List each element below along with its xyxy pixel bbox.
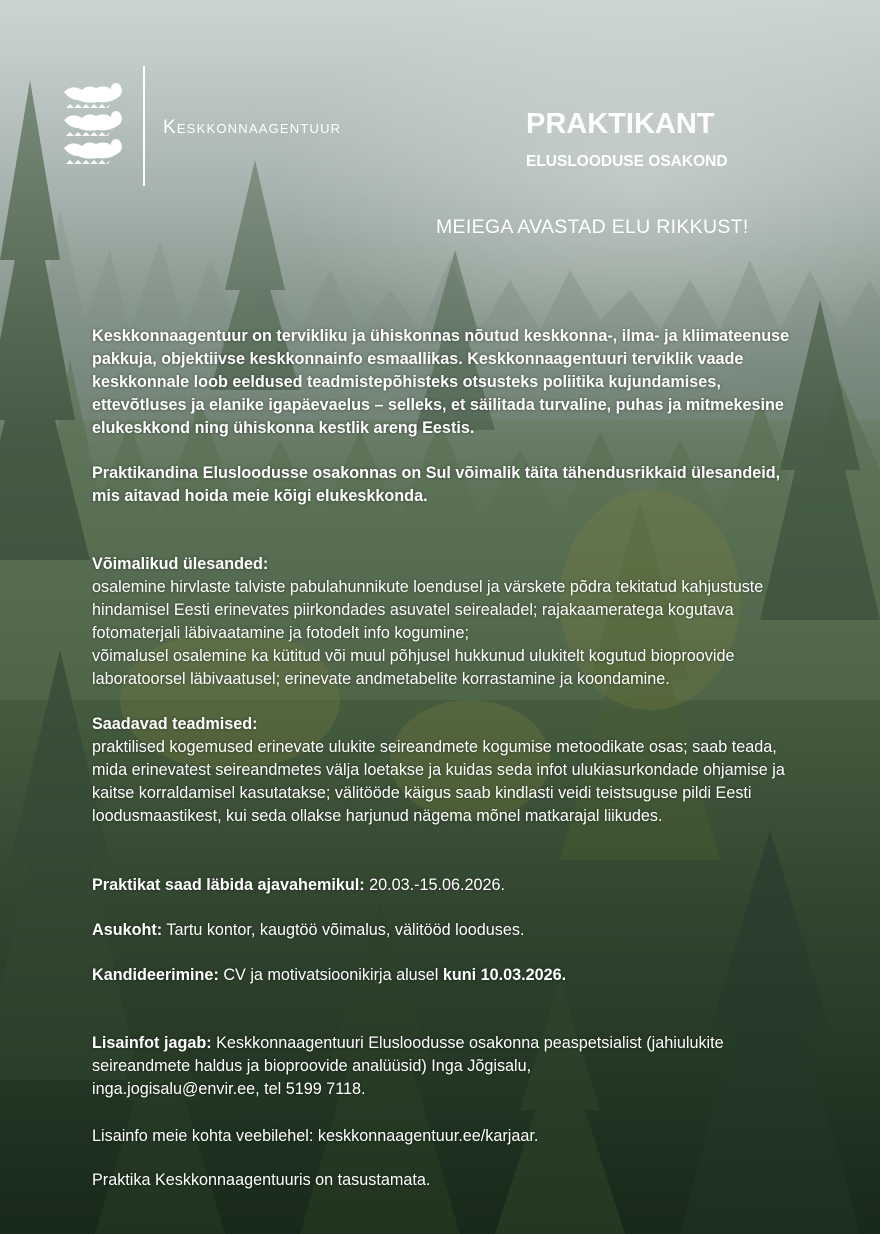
tasks-section: [92, 553, 812, 691]
location-value: Tartu kontor, kaugtöö võimalus, välitööd looduses.: [162, 921, 525, 939]
tasks-line-1: osalemine hirvlaste talviste pabulahunnikute loendusel ja värskete põdra tekitatud kahjustuste hindamisel Eesti erinevates piirkondades asuvatel seirealadel; rajakaameratega kogutava fotomaterjali läbivaatamine ja fotodelt info kogumine;: [92, 578, 764, 642]
knowledge-heading: Saadavad teadmised:: [92, 715, 258, 733]
contact-text: Keskkonnaagentuuri Elusloodusse osakonna peaspetsialist (jahiulukite seireandmete haldus ja bioproovide analüüsid) Inga Jõgisalu,: [92, 1034, 724, 1075]
tasks-heading: Võimalikud ülesanded:: [92, 555, 269, 573]
knowledge-section: [92, 713, 812, 828]
job-title: PRAKTIKANT: [526, 108, 715, 140]
period-line: [92, 874, 812, 897]
location-line: [92, 919, 812, 942]
application-value: CV ja motivatsioonikirja alusel: [218, 966, 443, 984]
intern-paragraph: Praktikandina Elusloodusse osakonnas on Sul võimalik täita tähendusrikkaid ülesandeid, mis aitavad hoida meie kõigi elukeskkonda.: [92, 464, 781, 505]
knowledge-text: praktilised kogemused erinevate ulukite seireandmete kogumise metoodikate osas; saab teada, mida erinevatest seireandmetes välja loetakse ja kuidas seda infot ulukiasurkondade ohjamise ja kaitse korraldamisel kasutatakse; välitööde käigus saab kindlasti veidi teistsuguse pildi Eesti loodusmaastikest, kui seda ollakse harjunud nägema mõnel matkarajal liikudes.: [92, 738, 785, 825]
contact-label: Lisainfot jagab:: [92, 1034, 212, 1052]
application-deadline: kuni 10.03.2026.: [442, 966, 567, 984]
slogan: MEIEGA AVASTAD ELU RIKKUST!: [436, 216, 749, 238]
department-name: ELUSLOODUSE OSAKOND: [526, 153, 728, 170]
three-lions-coat-of-arms-icon: [60, 82, 128, 168]
tasks-line-2: võimalusel osalemine ka kütitud või muul põhjusel hukkunud ulukitelt kogutud bioproovide laboratoorsel läbivaatusel; erinevate andmetabelite korrastamine ja koondamine.: [92, 647, 735, 688]
agency-name: Keskkonnaagentuur: [163, 117, 342, 138]
period-value: 20.03.-15.06.2026.: [364, 876, 506, 894]
intro-paragraph: Keskkonnaagentuur on tervikliku ja ühiskonnas nõutud keskkonna-, ilma- ja kliimateenuse pakkuja, objektiivse keskkonnainfo esmaallikas. Keskkonnaagentuuri terviklik vaade keskkonnale loob eeldused teadmistepõhisteks otsusteks poliitika kujundamises, ettevõtluses ja elanike igapäevaelus – selleks, et säilitada turvaline, puhas ja mitmekesine elukeskkond ning ühiskonna kestlik areng Eestis.: [92, 327, 790, 437]
application-label: Kandideerimine:: [92, 966, 219, 984]
location-label: Asukoht:: [92, 921, 163, 939]
contact-section: [92, 1032, 812, 1101]
contact-details: inga.jogisalu@envir.ee, tel 5199 7118.: [92, 1080, 366, 1098]
application-line: [92, 964, 812, 987]
website-line: Lisainfo meie kohta veebilehel: keskkonnaagentuur.ee/karjaar.: [92, 1127, 539, 1145]
logo-divider: [143, 66, 145, 186]
unpaid-note: Praktika Keskkonnaagentuuris on tasustamata.: [92, 1171, 431, 1189]
period-label: Praktikat saad läbida ajavahemikul:: [92, 876, 365, 894]
